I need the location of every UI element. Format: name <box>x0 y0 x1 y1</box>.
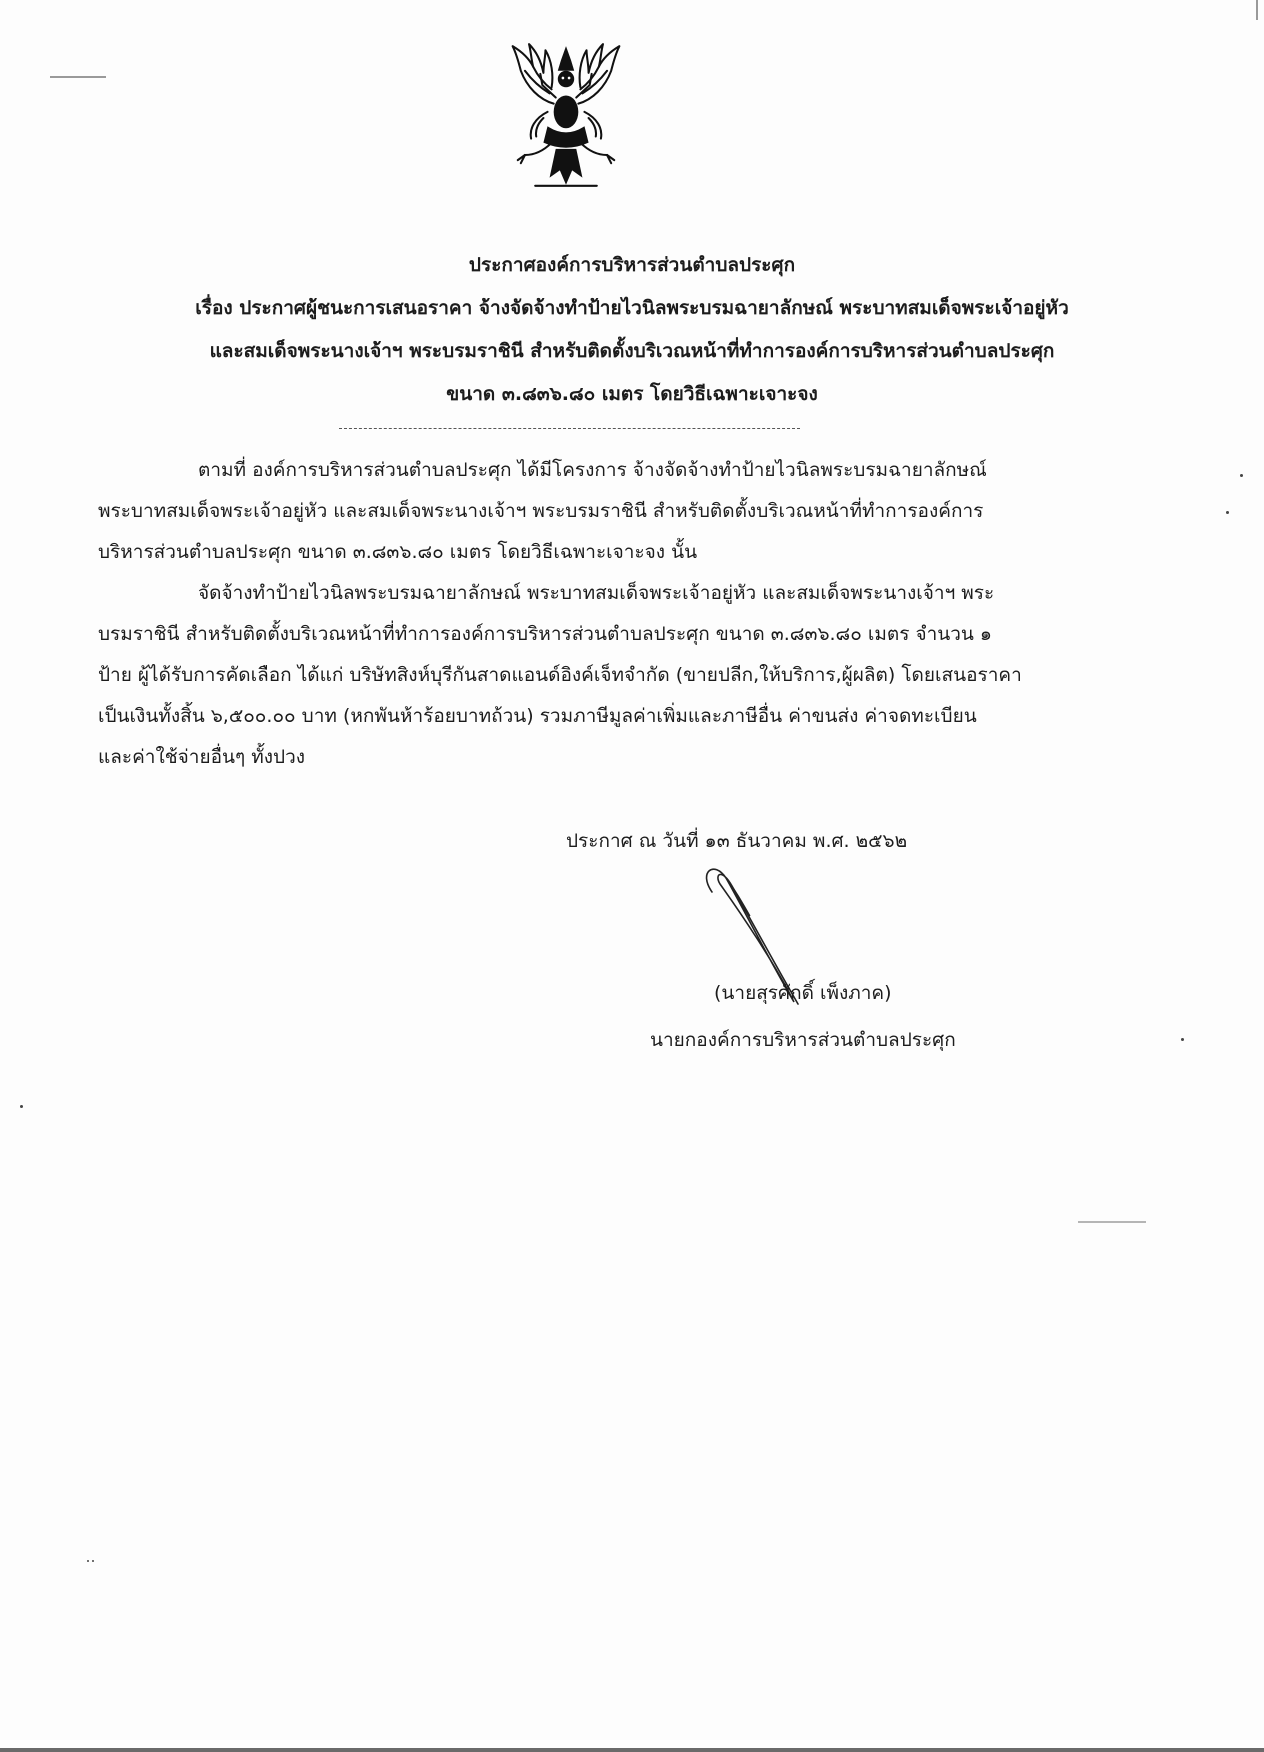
signer-name: (นายสุรศักดิ์ เพ็งภาค) <box>714 982 892 1004</box>
announcement-date: ประกาศ ณ วันที่ ๑๓ ธันวาคม พ.ศ. ๒๕๖๒ <box>566 830 908 852</box>
subject-line: และสมเด็จพระนางเจ้าฯ พระบรมราชินี สำหรับติดตั้งบริเวณหน้าที่ทำการองค์การบริหารส่วนตำบลประศุก <box>209 340 1055 362</box>
subject-line: ขนาด ๓.๘๓๖.๘๐ เมตร โดยวิธีเฉพาะเจาะจง <box>446 383 818 405</box>
garuda-emblem <box>494 40 638 194</box>
scan-mark <box>20 1105 23 1108</box>
body-line: จัดจ้างทำป้ายไวนิลพระบรมฉายาลักษณ์ พระบาทสมเด็จพระเจ้าอยู่หัว และสมเด็จพระนางเจ้าฯ พระ <box>198 582 995 604</box>
scan-mark <box>1256 0 1258 20</box>
body-line: ตามที่ องค์การบริหารส่วนตำบลประศุก ได้มีโครงการ จ้างจัดจ้างทำป้ายไวนิลพระบรมฉายาลักษณ์ <box>198 459 987 481</box>
scan-mark <box>92 1560 94 1562</box>
body-line: และค่าใช้จ่ายอื่นๆ ทั้งปวง <box>98 746 306 768</box>
scan-mark <box>1226 511 1229 514</box>
title-divider <box>339 428 800 429</box>
body-line: ป้าย ผู้ได้รับการคัดเลือก ได้แก่ บริษัทสิงห์บุรีกันสาดแอนด์อิงค์เจ็ทจำกัด (ขายปลีก,ให้บริการ,ผู้ผลิต) โดยเสนอราคา <box>98 664 1022 686</box>
scan-mark <box>50 76 106 78</box>
announcement-body <box>98 450 1038 778</box>
subject-line: เรื่อง ประกาศผู้ชนะการเสนอราคา จ้างจัดจ้างทำป้ายไวนิลพระบรมฉายาลักษณ์ พระบาทสมเด็จพระเจ้าอยู่หัว <box>195 297 1069 319</box>
scan-mark <box>0 1748 1264 1752</box>
announcement-title: ประกาศองค์การบริหารส่วนตำบลประศุก <box>468 254 796 276</box>
body-line: เป็นเงินทั้งสิ้น ๖,๕๐๐.๐๐ บาท (หกพันห้าร้อยบาทถ้วน) รวมภาษีมูลค่าเพิ่มและภาษีอื่น ค่าขนส่ง ค่าจดทะเบียน <box>98 705 977 727</box>
signer-position: นายกองค์การบริหารส่วนตำบลประศุก <box>650 1029 956 1051</box>
announcement-header <box>90 244 1174 416</box>
scan-mark <box>87 1560 89 1562</box>
body-line: บรมราชินี สำหรับติดตั้งบริเวณหน้าที่ทำการองค์การบริหารส่วนตำบลประศุก ขนาด ๓.๘๓๖.๘๐ เมตร จำนวน ๑ <box>98 623 992 645</box>
scan-mark <box>1240 474 1243 477</box>
body-line: พระบาทสมเด็จพระเจ้าอยู่หัว และสมเด็จพระนางเจ้าฯ พระบรมราชินี สำหรับติดตั้งบริเวณหน้าที่ทำการองค์การ <box>98 500 984 522</box>
scan-mark <box>1181 1038 1184 1041</box>
body-paragraph <box>98 573 1038 778</box>
scan-mark <box>1078 1221 1146 1223</box>
body-line: บริหารส่วนตำบลประศุก ขนาด ๓.๘๓๖.๘๐ เมตร โดยวิธีเฉพาะเจาะจง นั้น <box>98 541 698 563</box>
body-paragraph <box>98 450 1038 573</box>
